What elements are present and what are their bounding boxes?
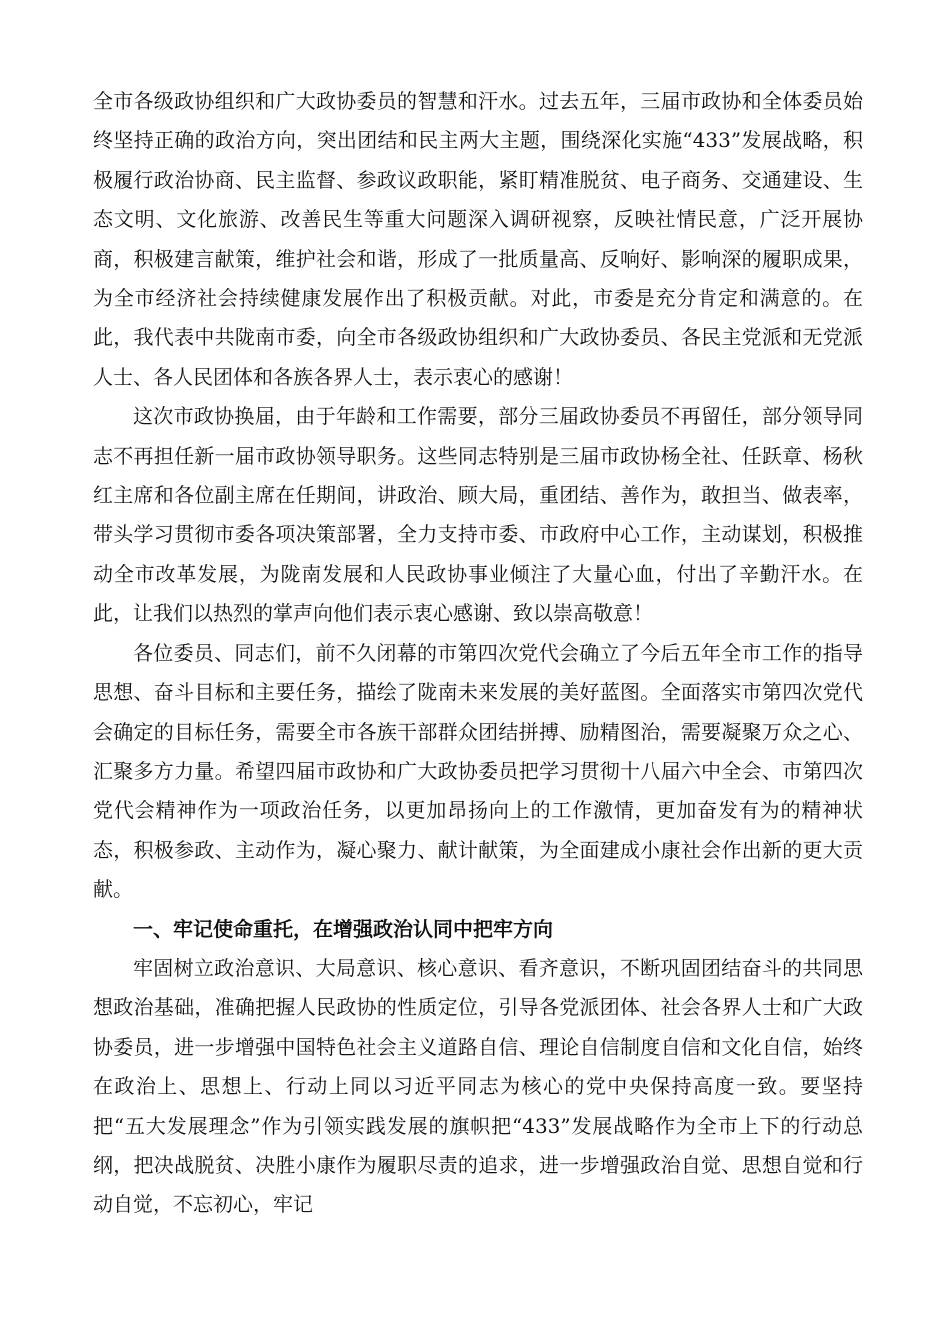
paragraph-thanks-retiring-members: 这次市政协换届，由于年龄和工作需要，部分三届政协委员不再留任，部分领导同志不再担任新一届市政协领导职务。这些同志特别是三届市政协杨全社、任跃章、杨秋红主席和各位副主席在任期间，讲政治、顾大局，重团结、善作为，敢担当、做表率，带头学习贯彻市委各项决策部署，全力支持市委、市政府中心工作，主动谋划，积极推动全市改革发展，为陇南发展和人民政协事业倾注了大量心血，付出了辛勤汗水。在此，让我们以热烈的掌声向他们表示衷心感谢、致以崇高敬意！ [93,404,863,626]
paragraph-party-congress-goals: 各位委员、同志们，前不久闭幕的市第四次党代会确立了今后五年全市工作的指导思想、奋斗目标和主要任务，描绘了陇南未来发展的美好蓝图。全面落实市第四次党代会确定的目标任务，需要全市各族干部群众团结拼搏、励精图治，需要凝聚万众之心、汇聚多方力量。希望四届市政协和广大政协委员把学习贯彻十八届六中全会、市第四次党代会精神作为一项政治任务，以更加昂扬向上的工作激情，更加奋发有为的精神状态，积极参政、主动作为，凝心聚力、献计献策，为全面建成小康社会作出新的更大贡献。 [93,640,863,902]
paragraph-political-awareness: 牢固树立政治意识、大局意识、核心意识、看齐意识，不断巩固团结奋斗的共同思想政治基础，准确把握人民政协的性质定位，引导各党派团体、社会各界人士和广大政协委员，进一步增强中国特色社会主义道路自信、理论自信制度自信和文化自信，始终在政治上、思想上、行动上同以习近平同志为核心的党中央保持高度一致。要坚持把“五大发展理念”作为引领实践发展的旗帜把“433”发展战略作为全市上下的行动总纲，把决战脱贫、决胜小康作为履职尽责的追求，进一步增强政治自觉、思想自觉和行动自觉，不忘初心，牢记 [93,955,863,1217]
document-page [93,82,863,1225]
paragraph-continuation: 全市各级政协组织和广大政协委员的智慧和汗水。过去五年，三届市政协和全体委员始终坚持正确的政治方向，突出团结和民主两大主题，围绕深化实施“433”发展战略，积极履行政治协商、民主监督、参政议政职能，紧盯精准脱贫、电子商务、交通建设、生态文明、文化旅游、改善民生等重大问题深入调研视察，反映社情民意，广泛开展协商，积极建言献策，维护社会和谐，形成了一批质量高、反响好、影响深的履职成果，为全市经济社会持续健康发展作出了积极贡献。对此，市委是充分肯定和满意的。在此，我代表中共陇南市委，向全市各级政协组织和广大政协委员、各民主党派和无党派人士、各人民团体和各族各界人士，表示衷心的感谢！ [93,89,863,389]
section-heading-1: 一、牢记使命重托，在增强政治认同中把牢方向 [133,916,553,941]
